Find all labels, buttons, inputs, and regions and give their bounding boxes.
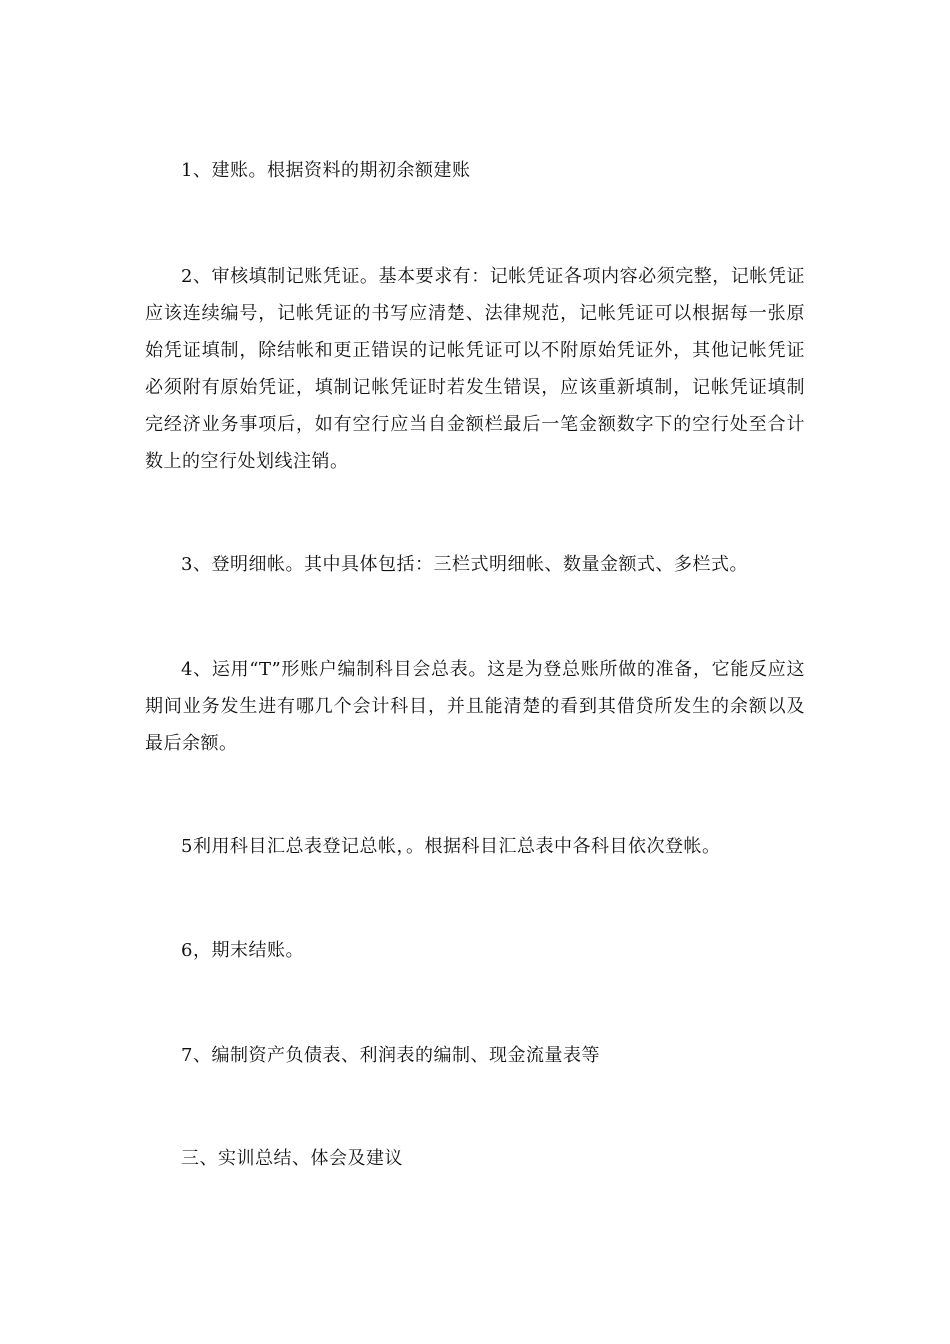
- step-4-paragraph: 4、运用“T”形账户编制科目会总表。这是为登总账所做的准备，它能反应这期间业务发生进有哪几个会计科目，并且能清楚的看到其借贷所发生的余额以及最后余额。: [145, 659, 805, 754]
- step-7-paragraph: 7、编制资产负债表、利润表的编制、现金流量表等: [181, 1045, 600, 1066]
- step-5-paragraph: 5利用科目汇总表登记总帐，。根据科目汇总表中各科目依次登帐。: [181, 836, 721, 857]
- step-3-paragraph: 3、登明细帐。其中具体包括：三栏式明细帐、数量金额式、多栏式。: [181, 554, 748, 575]
- step-6-paragraph: 6，期末结账。: [181, 940, 304, 961]
- step-1-paragraph: 1、建账。根据资料的期初余额建账: [181, 160, 471, 181]
- step-2-paragraph: 2、审核填制记账凭证。基本要求有：记帐凭证各项内容必须完整，记帐凭证应该连续编号，记帐凭证的书写应清楚、法律规范，记帐凭证可以根据每一张原始凭证填制，除结帐和更正错误的记帐凭证可以不附原始凭证外，其他记帐凭证必须附有原始凭证，填制记帐凭证时若发生错误，应该重新填制，记帐凭证填制完经济业务事项后，如有空行应当自金额栏最后一笔金额数字下的空行处至合计数上的空行处划线注销。: [145, 266, 805, 472]
- section-3-heading: 三、实训总结、体会及建议: [181, 1148, 403, 1169]
